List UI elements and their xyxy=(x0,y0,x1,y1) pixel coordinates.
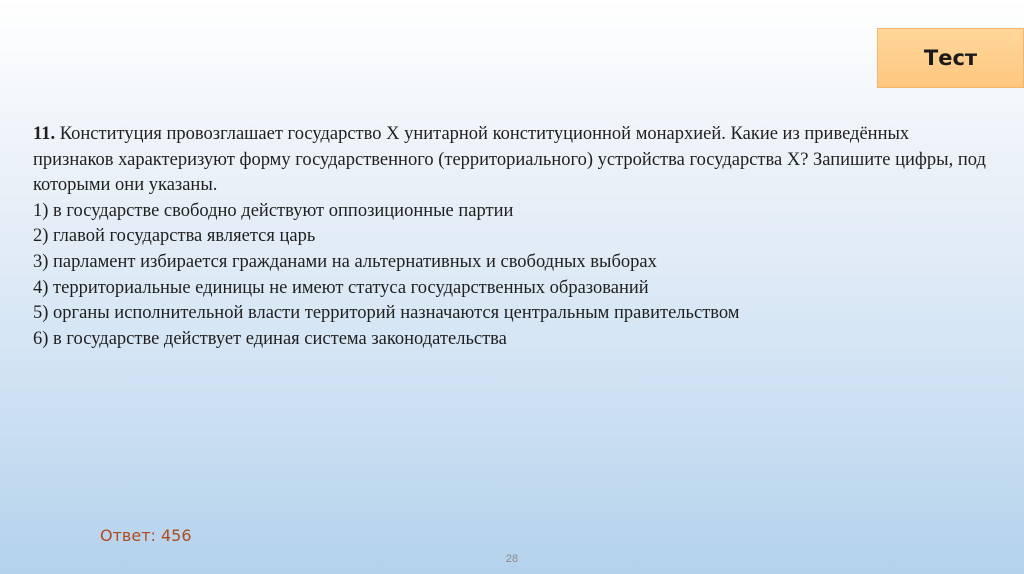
question-stem xyxy=(33,122,993,199)
option-3: 3) парламент избирается гражданами на альтернативных и свободных выборах xyxy=(33,251,657,272)
question-block xyxy=(33,122,993,352)
option-1: 1) в государстве свободно действуют оппозиционные партии xyxy=(33,200,514,221)
question-text: Конституция провозглашает государство Х унитарной конституционной монархией. Какие из приведённых признаков характеризуют форму государственного (территориального) устройства государства Х? Запишите цифры, под которыми они указаны. xyxy=(33,124,986,196)
option-5: 5) органы исполнительной власти территорий назначаются центральным правительством xyxy=(33,303,740,324)
question-number: 11. xyxy=(33,124,56,144)
test-badge-label: Тест xyxy=(923,46,978,70)
option-4: 4) территориальные единицы не имеют статуса государственных образований xyxy=(33,277,649,298)
option-2: 2) главой государства является царь xyxy=(33,226,316,247)
test-badge xyxy=(877,28,1024,88)
option-6: 6) в государстве действует единая система законодательства xyxy=(33,328,507,349)
page-number: 28 xyxy=(505,553,519,565)
answer-text: Ответ: 456 xyxy=(100,526,192,545)
